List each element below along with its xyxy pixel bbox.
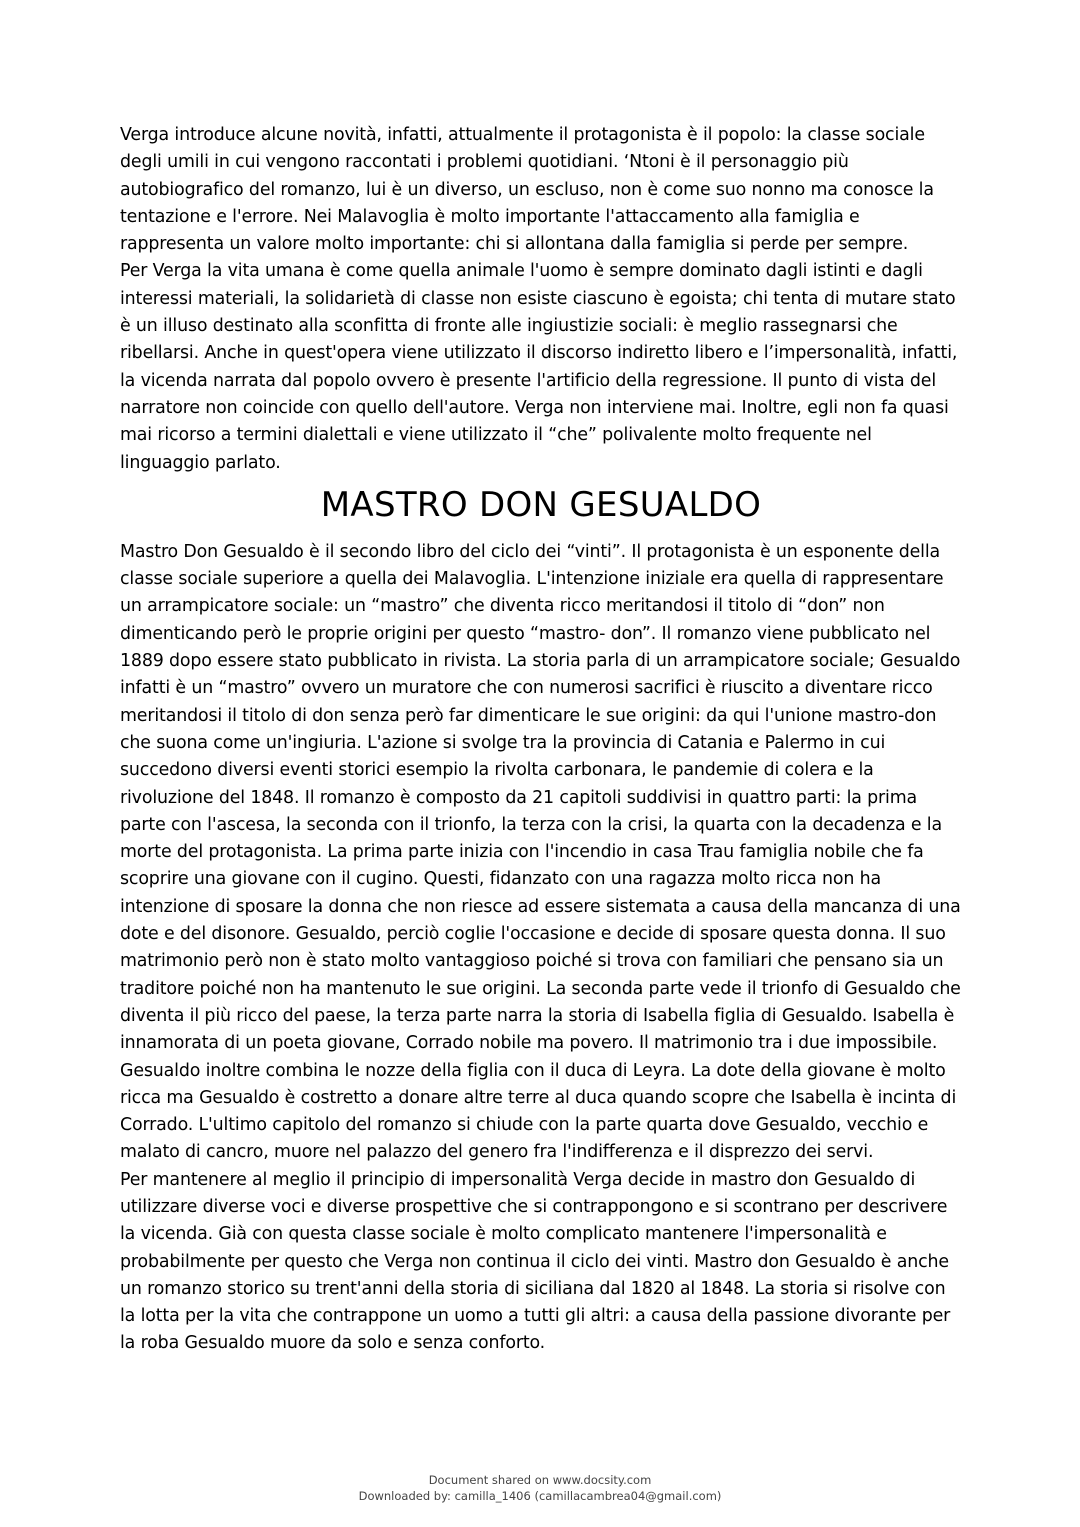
paragraph-mastro-don-gesualdo: Mastro Don Gesualdo è il secondo libro del ciclo dei “vinti”. Il protagonista è un esponente della classe sociale superiore a quella dei Malavoglia. L'intenzione iniziale era quella di rappresentare un arrampicatore sociale: un “mastro” che diventa ricco meritandosi il titolo di “don” non dimenticando però le proprie origini per questo “mastro- don”. Il romanzo viene pubblicato nel 1889 dopo essere stato pubblicato in rivista. La storia parla di un arrampicatore sociale; Gesualdo infatti è un “mastro” ovvero un muratore che con numerosi sacrifici è riuscito a diventare ricco meritandosi il titolo di don senza però far dimenticare le sue origini: da qui l'unione mastro-don che suona come un'ingiuria. L'azione si svolge tra la provincia di Catania e Palermo in cui succedono diversi eventi storici esempio la rivolta carbonara, le pandemie di colera e la rivoluzione del 1848. Il romanzo è composto da 21 capitoli suddivisi in quattro parti: la prima parte con l'ascesa, la seconda con il trionfo, la terza con la crisi, la quarta con la decadenza e la morte del protagonista. La prima parte inizia con l'incendio in casa Trau famiglia nobile che fa scoprire una giovane con il cugino. Questi, fidanzato con una ragazza molto ricca non ha intenzione di sposare la donna che non riesce ad essere sistemata a causa della mancanza di una dote e del disonore. Gesualdo, perciò coglie l'occasione e decide di sposare questa donna. Il suo matrimonio però non è stato molto vantaggioso poiché si trova con familiari che pensano sia un traditore poiché non ha mantenuto le sue origini. La seconda parte vede il trionfo di Gesualdo che diventa il più ricco del paese, la terza parte narra la storia di Isabella figlia di Gesualdo. Isabella è innamorata di un poeta giovane, Corrado nobile ma povero. Il matrimonio tra i due impossibile. Gesualdo inoltre combina le nozze della figlia con il duca di Leyra. La dote della giovane è molto ricca ma Gesualdo è costretto a donare altre terre al duca quando scopre che Isabella è incinta di Corrado. L'ultimo capitolo del romanzo si chiude con la parte quarta dove Gesualdo, vecchio e malato di cancro, muore nel palazzo del genero fra l'indifferenza e il disprezzo dei servi. (120, 541, 961, 1163)
section-heading: MASTRO DON GESUALDO (320, 484, 762, 525)
docsity-footer (0, 1472, 1080, 1504)
paragraph-impersonalita: Per mantenere al meglio il principio di impersonalità Verga decide in mastro don Gesualdo di utilizzare diverse voci e diverse prospettive che si contrappongono e si scontrano per descrivere la vicenda. Già con questa classe sociale è molto complicato mantenere l'impersonalità e probabilmente per questo che Verga non continua il ciclo dei vinti. Mastro don Gesualdo è anche un romanzo storico su trent'anni della storia di siciliana dal 1820 al 1848. La storia si risolve con la lotta per la vita che contrappone un uomo a tutti gli altri: a causa della passione divorante per la roba Gesualdo muore da solo e senza conforto. (120, 1169, 951, 1354)
paragraph-verga-novita: Verga introduce alcune novità, infatti, attualmente il protagonista è il popolo: la classe sociale degli umili in cui vengono raccontati i problemi quotidiani. ‘Ntoni è il personaggio più autobiografico del romanzo, lui è un diverso, un escluso, non è come suo nonno ma conosce la tentazione e l'errore. Nei Malavoglia è molto importante l'attaccamento alla famiglia e rappresenta un valore molto importante: chi si allontana dalla famiglia si perde per sempre. (120, 125, 934, 255)
document-body (120, 122, 962, 1358)
footer-downloaded-line: Downloaded by: camilla_1406 (camillacambrea04@gmail.com) (358, 1489, 722, 1503)
paragraph-verga-vita-umana: Per Verga la vita umana è come quella animale l'uomo è sempre dominato dagli istinti e dagli interessi materiali, la solidarietà di classe non esiste ciascuno è egoista; chi tenta di mutare stato è un illuso destinato alla sconfitta di fronte alle ingiustizie sociali: è meglio rassegnarsi che ribellarsi. Anche in quest'opera viene utilizzato il discorso indiretto libero e l’impersonalità, infatti, la vicenda narrata dal popolo ovvero è presente l'artificio della regressione. Il punto di vista del narratore non coincide con quello dell'autore. Verga non interviene mai. Inoltre, egli non fa quasi mai ricorso a termini dialettali e viene utilizzato il “che” polivalente molto frequente nel linguaggio parlato. (120, 261, 958, 473)
footer-shared-line: Document shared on www.docsity.com (428, 1473, 652, 1487)
